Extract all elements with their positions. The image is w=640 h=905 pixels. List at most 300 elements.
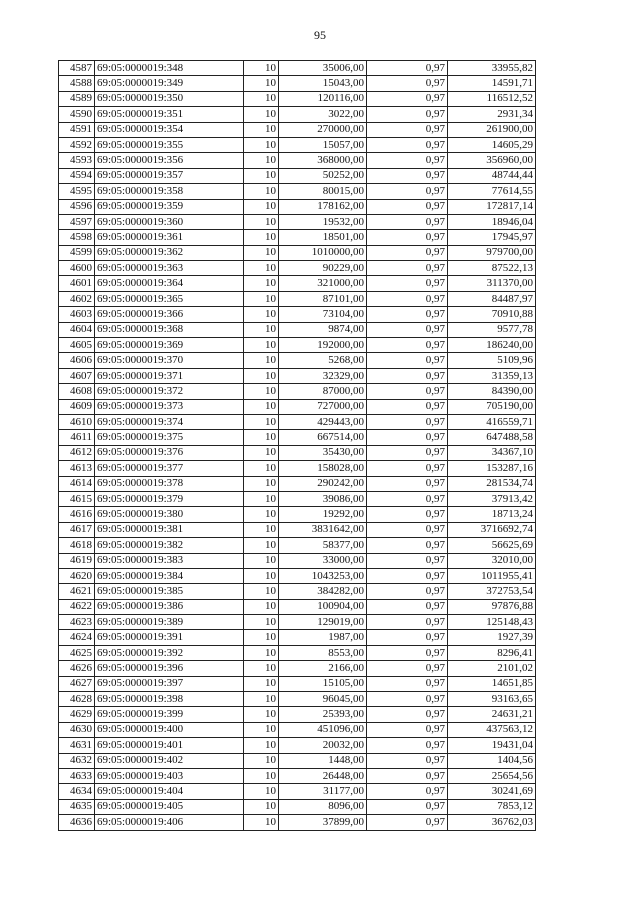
result-cell: 19431,04	[448, 738, 536, 753]
cadastral-number-cell: 69:05:0000019:358	[95, 184, 244, 199]
row-number-cell: 4617	[59, 522, 95, 537]
value-cell: 270000,00	[279, 122, 367, 137]
value-cell: 1448,00	[279, 753, 367, 768]
coefficient-cell: 0,97	[367, 799, 448, 814]
table-row	[59, 368, 536, 383]
count-cell: 10	[244, 122, 279, 137]
cadastral-number-cell: 69:05:0000019:392	[95, 645, 244, 660]
cadastral-number-cell: 69:05:0000019:389	[95, 615, 244, 630]
row-number-cell: 4612	[59, 445, 95, 460]
row-number-cell: 4618	[59, 538, 95, 553]
result-cell: 1011955,41	[448, 568, 536, 583]
count-cell: 10	[244, 738, 279, 753]
coefficient-cell: 0,97	[367, 568, 448, 583]
result-cell: 116512,52	[448, 91, 536, 106]
row-number-cell: 4620	[59, 568, 95, 583]
cadastral-number-cell: 69:05:0000019:360	[95, 214, 244, 229]
value-cell: 5268,00	[279, 353, 367, 368]
cadastral-number-cell: 69:05:0000019:349	[95, 76, 244, 91]
value-cell: 96045,00	[279, 692, 367, 707]
table-row	[59, 291, 536, 306]
coefficient-cell: 0,97	[367, 322, 448, 337]
value-cell: 90229,00	[279, 261, 367, 276]
table-row	[59, 507, 536, 522]
table-row	[59, 676, 536, 691]
cadastral-number-cell: 69:05:0000019:381	[95, 522, 244, 537]
row-number-cell: 4610	[59, 414, 95, 429]
table-row	[59, 768, 536, 783]
value-cell: 192000,00	[279, 338, 367, 353]
cadastral-number-cell: 69:05:0000019:396	[95, 661, 244, 676]
table-row	[59, 184, 536, 199]
result-cell: 17945,97	[448, 230, 536, 245]
coefficient-cell: 0,97	[367, 630, 448, 645]
row-number-cell: 4595	[59, 184, 95, 199]
result-cell: 437563,12	[448, 722, 536, 737]
coefficient-cell: 0,97	[367, 753, 448, 768]
value-cell: 31177,00	[279, 784, 367, 799]
count-cell: 10	[244, 707, 279, 722]
table-row	[59, 753, 536, 768]
result-cell: 33955,82	[448, 61, 536, 76]
table-row	[59, 461, 536, 476]
count-cell: 10	[244, 676, 279, 691]
result-cell: 87522,13	[448, 261, 536, 276]
count-cell: 10	[244, 276, 279, 291]
coefficient-cell: 0,97	[367, 445, 448, 460]
table-body	[59, 61, 536, 831]
count-cell: 10	[244, 784, 279, 799]
page-number: 95	[314, 28, 326, 42]
value-cell: 727000,00	[279, 399, 367, 414]
cadastral-number-cell: 69:05:0000019:402	[95, 753, 244, 768]
result-cell: 281534,74	[448, 476, 536, 491]
result-cell: 32010,00	[448, 553, 536, 568]
table-row	[59, 615, 536, 630]
row-number-cell: 4587	[59, 61, 95, 76]
table-row	[59, 214, 536, 229]
cadastral-number-cell: 69:05:0000019:385	[95, 584, 244, 599]
cadastral-number-cell: 69:05:0000019:405	[95, 799, 244, 814]
cadastral-number-cell: 69:05:0000019:378	[95, 476, 244, 491]
table-row	[59, 722, 536, 737]
cadastral-number-cell: 69:05:0000019:369	[95, 338, 244, 353]
coefficient-cell: 0,97	[367, 645, 448, 660]
cadastral-number-cell: 69:05:0000019:368	[95, 322, 244, 337]
cadastral-number-cell: 69:05:0000019:400	[95, 722, 244, 737]
count-cell: 10	[244, 368, 279, 383]
cadastral-number-cell: 69:05:0000019:363	[95, 261, 244, 276]
row-number-cell: 4589	[59, 91, 95, 106]
result-cell: 647488,58	[448, 430, 536, 445]
coefficient-cell: 0,97	[367, 553, 448, 568]
coefficient-cell: 0,97	[367, 615, 448, 630]
table-row	[59, 414, 536, 429]
result-cell: 186240,00	[448, 338, 536, 353]
value-cell: 87000,00	[279, 384, 367, 399]
row-number-cell: 4614	[59, 476, 95, 491]
value-cell: 667514,00	[279, 430, 367, 445]
coefficient-cell: 0,97	[367, 261, 448, 276]
result-cell: 14605,29	[448, 137, 536, 152]
count-cell: 10	[244, 91, 279, 106]
row-number-cell: 4606	[59, 353, 95, 368]
result-cell: 97876,88	[448, 599, 536, 614]
cadastral-number-cell: 69:05:0000019:377	[95, 461, 244, 476]
result-cell: 18946,04	[448, 214, 536, 229]
table-row	[59, 645, 536, 660]
cadastral-number-cell: 69:05:0000019:361	[95, 230, 244, 245]
table-row	[59, 230, 536, 245]
value-cell: 1987,00	[279, 630, 367, 645]
value-cell: 8553,00	[279, 645, 367, 660]
row-number-cell: 4616	[59, 507, 95, 522]
result-cell: 36762,03	[448, 815, 536, 830]
value-cell: 290242,00	[279, 476, 367, 491]
count-cell: 10	[244, 645, 279, 660]
cadastral-number-cell: 69:05:0000019:373	[95, 399, 244, 414]
row-number-cell: 4630	[59, 722, 95, 737]
count-cell: 10	[244, 214, 279, 229]
cadastral-number-cell: 69:05:0000019:374	[95, 414, 244, 429]
row-number-cell: 4596	[59, 199, 95, 214]
cadastral-number-cell: 69:05:0000019:401	[95, 738, 244, 753]
row-number-cell: 4593	[59, 153, 95, 168]
value-cell: 25393,00	[279, 707, 367, 722]
row-number-cell: 4592	[59, 137, 95, 152]
count-cell: 10	[244, 491, 279, 506]
cadastral-number-cell: 69:05:0000019:380	[95, 507, 244, 522]
cadastral-number-cell: 69:05:0000019:359	[95, 199, 244, 214]
result-cell: 24631,21	[448, 707, 536, 722]
count-cell: 10	[244, 753, 279, 768]
table-row	[59, 538, 536, 553]
coefficient-cell: 0,97	[367, 430, 448, 445]
count-cell: 10	[244, 568, 279, 583]
cadastral-number-cell: 69:05:0000019:354	[95, 122, 244, 137]
table-row	[59, 568, 536, 583]
table-row	[59, 61, 536, 76]
count-cell: 10	[244, 245, 279, 260]
coefficient-cell: 0,97	[367, 338, 448, 353]
value-cell: 80015,00	[279, 184, 367, 199]
count-cell: 10	[244, 599, 279, 614]
cadastral-number-cell: 69:05:0000019:351	[95, 107, 244, 122]
value-cell: 35006,00	[279, 61, 367, 76]
coefficient-cell: 0,97	[367, 507, 448, 522]
value-cell: 39086,00	[279, 491, 367, 506]
coefficient-cell: 0,97	[367, 153, 448, 168]
coefficient-cell: 0,97	[367, 768, 448, 783]
result-cell: 372753,54	[448, 584, 536, 599]
row-number-cell: 4602	[59, 291, 95, 306]
cadastral-number-cell: 69:05:0000019:398	[95, 692, 244, 707]
table-row	[59, 661, 536, 676]
value-cell: 15105,00	[279, 676, 367, 691]
coefficient-cell: 0,97	[367, 707, 448, 722]
coefficient-cell: 0,97	[367, 276, 448, 291]
result-cell: 56625,69	[448, 538, 536, 553]
value-cell: 384282,00	[279, 584, 367, 599]
count-cell: 10	[244, 722, 279, 737]
result-cell: 70910,88	[448, 307, 536, 322]
coefficient-cell: 0,97	[367, 353, 448, 368]
count-cell: 10	[244, 184, 279, 199]
coefficient-cell: 0,97	[367, 676, 448, 691]
result-cell: 153287,16	[448, 461, 536, 476]
row-number-cell: 4615	[59, 491, 95, 506]
cadastral-number-cell: 69:05:0000019:350	[95, 91, 244, 106]
cadastral-number-cell: 69:05:0000019:364	[95, 276, 244, 291]
value-cell: 1010000,00	[279, 245, 367, 260]
value-cell: 32329,00	[279, 368, 367, 383]
count-cell: 10	[244, 414, 279, 429]
table-row	[59, 430, 536, 445]
table-row	[59, 307, 536, 322]
row-number-cell: 4634	[59, 784, 95, 799]
table-row	[59, 76, 536, 91]
cadastral-number-cell: 69:05:0000019:382	[95, 538, 244, 553]
count-cell: 10	[244, 799, 279, 814]
coefficient-cell: 0,97	[367, 199, 448, 214]
coefficient-cell: 0,97	[367, 230, 448, 245]
row-number-cell: 4635	[59, 799, 95, 814]
result-cell: 14591,71	[448, 76, 536, 91]
table-row	[59, 815, 536, 830]
result-cell: 93163,65	[448, 692, 536, 707]
result-cell: 48744,44	[448, 168, 536, 183]
cadastral-number-cell: 69:05:0000019:379	[95, 491, 244, 506]
result-cell: 77614,55	[448, 184, 536, 199]
value-cell: 120116,00	[279, 91, 367, 106]
cadastral-number-cell: 69:05:0000019:383	[95, 553, 244, 568]
coefficient-cell: 0,97	[367, 91, 448, 106]
value-cell: 129019,00	[279, 615, 367, 630]
coefficient-cell: 0,97	[367, 815, 448, 830]
cadastral-number-cell: 69:05:0000019:366	[95, 307, 244, 322]
count-cell: 10	[244, 61, 279, 76]
count-cell: 10	[244, 430, 279, 445]
value-cell: 19292,00	[279, 507, 367, 522]
count-cell: 10	[244, 615, 279, 630]
row-number-cell: 4625	[59, 645, 95, 660]
row-number-cell: 4605	[59, 338, 95, 353]
result-cell: 5109,96	[448, 353, 536, 368]
result-cell: 261900,00	[448, 122, 536, 137]
row-number-cell: 4590	[59, 107, 95, 122]
row-number-cell: 4622	[59, 599, 95, 614]
count-cell: 10	[244, 230, 279, 245]
coefficient-cell: 0,97	[367, 461, 448, 476]
value-cell: 58377,00	[279, 538, 367, 553]
coefficient-cell: 0,97	[367, 784, 448, 799]
cadastral-number-cell: 69:05:0000019:348	[95, 61, 244, 76]
result-cell: 9577,78	[448, 322, 536, 337]
cadastral-number-cell: 69:05:0000019:370	[95, 353, 244, 368]
row-number-cell: 4604	[59, 322, 95, 337]
table-row	[59, 738, 536, 753]
value-cell: 178162,00	[279, 199, 367, 214]
coefficient-cell: 0,97	[367, 584, 448, 599]
cadastral-number-cell: 69:05:0000019:355	[95, 137, 244, 152]
value-cell: 18501,00	[279, 230, 367, 245]
table-row	[59, 384, 536, 399]
count-cell: 10	[244, 399, 279, 414]
row-number-cell: 4597	[59, 214, 95, 229]
result-cell: 979700,00	[448, 245, 536, 260]
row-number-cell: 4633	[59, 768, 95, 783]
cadastral-number-cell: 69:05:0000019:356	[95, 153, 244, 168]
count-cell: 10	[244, 137, 279, 152]
row-number-cell: 4588	[59, 76, 95, 91]
cadastral-number-cell: 69:05:0000019:384	[95, 568, 244, 583]
result-cell: 8296,41	[448, 645, 536, 660]
coefficient-cell: 0,97	[367, 384, 448, 399]
cadastral-number-cell: 69:05:0000019:406	[95, 815, 244, 830]
value-cell: 158028,00	[279, 461, 367, 476]
count-cell: 10	[244, 107, 279, 122]
table-row	[59, 630, 536, 645]
coefficient-cell: 0,97	[367, 184, 448, 199]
table-row	[59, 137, 536, 152]
row-number-cell: 4603	[59, 307, 95, 322]
cadastral-number-cell: 69:05:0000019:399	[95, 707, 244, 722]
count-cell: 10	[244, 630, 279, 645]
count-cell: 10	[244, 307, 279, 322]
count-cell: 10	[244, 476, 279, 491]
row-number-cell: 4598	[59, 230, 95, 245]
row-number-cell: 4628	[59, 692, 95, 707]
table-row	[59, 338, 536, 353]
row-number-cell: 4611	[59, 430, 95, 445]
value-cell: 451096,00	[279, 722, 367, 737]
cadastral-number-cell: 69:05:0000019:362	[95, 245, 244, 260]
result-cell: 84487,97	[448, 291, 536, 306]
row-number-cell: 4624	[59, 630, 95, 645]
count-cell: 10	[244, 461, 279, 476]
data-table	[58, 60, 536, 831]
coefficient-cell: 0,97	[367, 522, 448, 537]
cadastral-number-cell: 69:05:0000019:375	[95, 430, 244, 445]
row-number-cell: 4600	[59, 261, 95, 276]
coefficient-cell: 0,97	[367, 137, 448, 152]
value-cell: 33000,00	[279, 553, 367, 568]
coefficient-cell: 0,97	[367, 692, 448, 707]
table-row	[59, 584, 536, 599]
count-cell: 10	[244, 338, 279, 353]
count-cell: 10	[244, 522, 279, 537]
count-cell: 10	[244, 199, 279, 214]
value-cell: 1043253,00	[279, 568, 367, 583]
result-cell: 2931,34	[448, 107, 536, 122]
row-number-cell: 4621	[59, 584, 95, 599]
result-cell: 416559,71	[448, 414, 536, 429]
coefficient-cell: 0,97	[367, 599, 448, 614]
cadastral-number-cell: 69:05:0000019:386	[95, 599, 244, 614]
table-row	[59, 122, 536, 137]
coefficient-cell: 0,97	[367, 722, 448, 737]
count-cell: 10	[244, 76, 279, 91]
cadastral-number-cell: 69:05:0000019:371	[95, 368, 244, 383]
count-cell: 10	[244, 815, 279, 830]
value-cell: 368000,00	[279, 153, 367, 168]
count-cell: 10	[244, 322, 279, 337]
value-cell: 15043,00	[279, 76, 367, 91]
coefficient-cell: 0,97	[367, 76, 448, 91]
coefficient-cell: 0,97	[367, 307, 448, 322]
table-row	[59, 476, 536, 491]
result-cell: 3716692,74	[448, 522, 536, 537]
value-cell: 26448,00	[279, 768, 367, 783]
table-row	[59, 153, 536, 168]
value-cell: 19532,00	[279, 214, 367, 229]
row-number-cell: 4591	[59, 122, 95, 137]
row-number-cell: 4613	[59, 461, 95, 476]
table-row	[59, 692, 536, 707]
result-cell: 2101,02	[448, 661, 536, 676]
value-cell: 8096,00	[279, 799, 367, 814]
coefficient-cell: 0,97	[367, 122, 448, 137]
cadastral-number-cell: 69:05:0000019:357	[95, 168, 244, 183]
row-number-cell: 4599	[59, 245, 95, 260]
cadastral-number-cell: 69:05:0000019:391	[95, 630, 244, 645]
coefficient-cell: 0,97	[367, 476, 448, 491]
row-number-cell: 4636	[59, 815, 95, 830]
table-row	[59, 276, 536, 291]
value-cell: 100904,00	[279, 599, 367, 614]
value-cell: 37899,00	[279, 815, 367, 830]
table-row	[59, 245, 536, 260]
table-row	[59, 107, 536, 122]
value-cell: 429443,00	[279, 414, 367, 429]
coefficient-cell: 0,97	[367, 399, 448, 414]
table-row	[59, 491, 536, 506]
result-cell: 311370,00	[448, 276, 536, 291]
result-cell: 84390,00	[448, 384, 536, 399]
coefficient-cell: 0,97	[367, 738, 448, 753]
count-cell: 10	[244, 584, 279, 599]
result-cell: 30241,69	[448, 784, 536, 799]
result-cell: 125148,43	[448, 615, 536, 630]
row-number-cell: 4627	[59, 676, 95, 691]
value-cell: 87101,00	[279, 291, 367, 306]
row-number-cell: 4609	[59, 399, 95, 414]
value-cell: 35430,00	[279, 445, 367, 460]
value-cell: 9874,00	[279, 322, 367, 337]
table-row	[59, 522, 536, 537]
count-cell: 10	[244, 168, 279, 183]
coefficient-cell: 0,97	[367, 214, 448, 229]
result-cell: 25654,56	[448, 768, 536, 783]
value-cell: 3022,00	[279, 107, 367, 122]
table-row	[59, 261, 536, 276]
coefficient-cell: 0,97	[367, 661, 448, 676]
result-cell: 356960,00	[448, 153, 536, 168]
value-cell: 73104,00	[279, 307, 367, 322]
table-row	[59, 199, 536, 214]
result-cell: 705190,00	[448, 399, 536, 414]
count-cell: 10	[244, 261, 279, 276]
result-cell: 31359,13	[448, 368, 536, 383]
value-cell: 50252,00	[279, 168, 367, 183]
value-cell: 321000,00	[279, 276, 367, 291]
result-cell: 37913,42	[448, 491, 536, 506]
count-cell: 10	[244, 384, 279, 399]
table-row	[59, 707, 536, 722]
row-number-cell: 4608	[59, 384, 95, 399]
count-cell: 10	[244, 291, 279, 306]
table-row	[59, 784, 536, 799]
